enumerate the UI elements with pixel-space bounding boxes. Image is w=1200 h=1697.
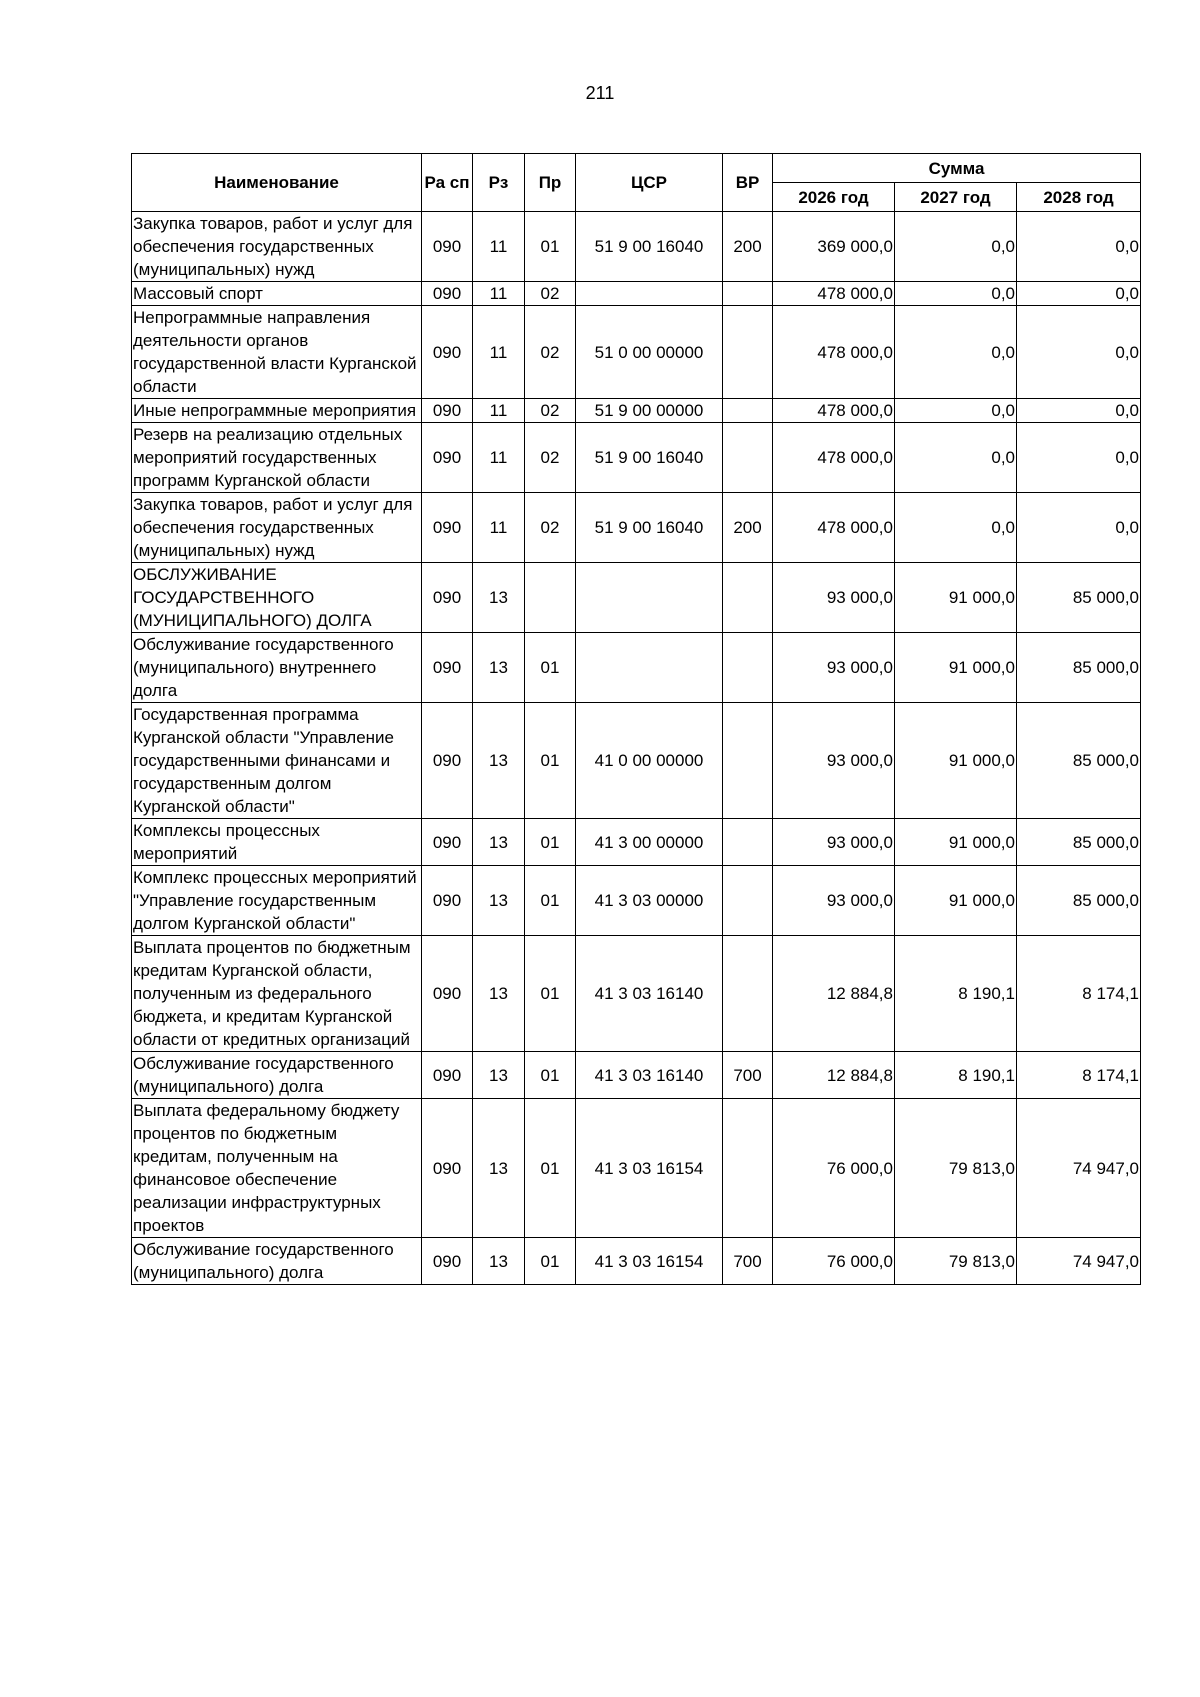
header-rasp: Ра сп [422, 154, 473, 212]
cell-rasp: 090 [422, 1052, 473, 1099]
table-row [132, 493, 1141, 563]
cell-2026: 12 884,8 [773, 1052, 895, 1099]
cell-csr: 51 9 00 16040 [576, 423, 723, 493]
cell-rz: 13 [473, 819, 525, 866]
cell-2027: 91 000,0 [895, 703, 1017, 819]
cell-rasp: 090 [422, 563, 473, 633]
cell-2026: 478 000,0 [773, 493, 895, 563]
cell-2028: 0,0 [1017, 306, 1141, 399]
table-body [132, 212, 1141, 1285]
cell-2028: 85 000,0 [1017, 819, 1141, 866]
cell-name: Выплата процентов по бюджетным кредитам Курганской области, полученным из федерального бюджета, и кредитам Курганской области от кредитных организаций [132, 936, 422, 1052]
cell-csr: 51 9 00 16040 [576, 493, 723, 563]
cell-vr: 200 [723, 493, 773, 563]
cell-pr: 02 [525, 493, 576, 563]
cell-2026: 93 000,0 [773, 633, 895, 703]
cell-2027: 0,0 [895, 493, 1017, 563]
cell-2027: 8 190,1 [895, 936, 1017, 1052]
cell-rz: 13 [473, 633, 525, 703]
cell-name: Комплексы процессных мероприятий [132, 819, 422, 866]
cell-name: Обслуживание государственного (муниципального) внутреннего долга [132, 633, 422, 703]
table-row [132, 866, 1141, 936]
cell-rz: 11 [473, 212, 525, 282]
table-row [132, 633, 1141, 703]
cell-csr: 41 3 03 16154 [576, 1238, 723, 1285]
cell-vr [723, 282, 773, 306]
cell-pr: 01 [525, 1099, 576, 1238]
cell-2026: 369 000,0 [773, 212, 895, 282]
cell-csr: 41 3 03 16140 [576, 936, 723, 1052]
cell-rasp: 090 [422, 212, 473, 282]
cell-vr [723, 633, 773, 703]
cell-2027: 0,0 [895, 399, 1017, 423]
table-row [132, 399, 1141, 423]
cell-pr [525, 563, 576, 633]
cell-2027: 91 000,0 [895, 563, 1017, 633]
cell-vr [723, 423, 773, 493]
cell-rz: 13 [473, 1052, 525, 1099]
cell-2028: 85 000,0 [1017, 703, 1141, 819]
cell-2027: 79 813,0 [895, 1099, 1017, 1238]
cell-2028: 85 000,0 [1017, 866, 1141, 936]
table-row [132, 1052, 1141, 1099]
table-header [132, 154, 1141, 212]
cell-name: Комплекс процессных мероприятий "Управление государственным долгом Курганской области" [132, 866, 422, 936]
cell-pr: 01 [525, 1238, 576, 1285]
table-row [132, 819, 1141, 866]
cell-2028: 0,0 [1017, 212, 1141, 282]
cell-vr: 200 [723, 212, 773, 282]
cell-rasp: 090 [422, 703, 473, 819]
header-pr: Пр [525, 154, 576, 212]
cell-csr: 41 3 03 00000 [576, 866, 723, 936]
cell-rasp: 090 [422, 399, 473, 423]
cell-name: Резерв на реализацию отдельных мероприятий государственных программ Курганской области [132, 423, 422, 493]
cell-rasp: 090 [422, 1238, 473, 1285]
cell-vr [723, 399, 773, 423]
cell-2028: 85 000,0 [1017, 563, 1141, 633]
cell-name: Государственная программа Курганской области "Управление государственными финансами и государственным долгом Курганской области" [132, 703, 422, 819]
cell-2028: 74 947,0 [1017, 1238, 1141, 1285]
cell-pr: 02 [525, 282, 576, 306]
cell-vr [723, 866, 773, 936]
cell-name: Обслуживание государственного (муниципального) долга [132, 1238, 422, 1285]
cell-vr [723, 563, 773, 633]
cell-name: Закупка товаров, работ и услуг для обеспечения государственных (муниципальных) нужд [132, 212, 422, 282]
cell-2028: 8 174,1 [1017, 936, 1141, 1052]
cell-csr: 41 3 00 00000 [576, 819, 723, 866]
cell-2026: 76 000,0 [773, 1238, 895, 1285]
cell-2028: 74 947,0 [1017, 1099, 1141, 1238]
cell-pr: 01 [525, 866, 576, 936]
header-year-2026: 2026 год [773, 183, 895, 212]
cell-2027: 91 000,0 [895, 866, 1017, 936]
cell-rz: 13 [473, 563, 525, 633]
cell-pr: 01 [525, 819, 576, 866]
cell-2026: 93 000,0 [773, 703, 895, 819]
cell-2028: 0,0 [1017, 423, 1141, 493]
cell-pr: 01 [525, 703, 576, 819]
cell-2028: 0,0 [1017, 399, 1141, 423]
cell-csr: 51 0 00 00000 [576, 306, 723, 399]
cell-rasp: 090 [422, 866, 473, 936]
header-summa: Сумма [773, 154, 1141, 183]
cell-rz: 13 [473, 1099, 525, 1238]
cell-name: Закупка товаров, работ и услуг для обеспечения государственных (муниципальных) нужд [132, 493, 422, 563]
budget-table [131, 153, 1141, 1285]
cell-2026: 76 000,0 [773, 1099, 895, 1238]
cell-vr [723, 306, 773, 399]
cell-2026: 93 000,0 [773, 819, 895, 866]
cell-2026: 12 884,8 [773, 936, 895, 1052]
cell-csr: 51 9 00 16040 [576, 212, 723, 282]
table-row [132, 563, 1141, 633]
page-number: 211 [585, 83, 615, 103]
cell-rz: 11 [473, 399, 525, 423]
cell-rasp: 090 [422, 493, 473, 563]
header-csr: ЦСР [576, 154, 723, 212]
cell-rz: 11 [473, 493, 525, 563]
table-row [132, 282, 1141, 306]
table-row [132, 306, 1141, 399]
cell-2028: 85 000,0 [1017, 633, 1141, 703]
cell-pr: 01 [525, 936, 576, 1052]
cell-csr [576, 633, 723, 703]
cell-rasp: 090 [422, 423, 473, 493]
cell-rz: 11 [473, 282, 525, 306]
cell-rasp: 090 [422, 819, 473, 866]
cell-2026: 93 000,0 [773, 866, 895, 936]
cell-csr: 51 9 00 00000 [576, 399, 723, 423]
cell-vr: 700 [723, 1052, 773, 1099]
header-vr: ВР [723, 154, 773, 212]
cell-rasp: 090 [422, 633, 473, 703]
cell-rasp: 090 [422, 936, 473, 1052]
cell-rz: 13 [473, 866, 525, 936]
cell-2028: 0,0 [1017, 282, 1141, 306]
header-rz: Рз [473, 154, 525, 212]
table-row [132, 703, 1141, 819]
cell-2027: 0,0 [895, 212, 1017, 282]
cell-csr [576, 563, 723, 633]
header-year-2027: 2027 год [895, 183, 1017, 212]
cell-2027: 0,0 [895, 282, 1017, 306]
cell-pr: 02 [525, 306, 576, 399]
cell-rasp: 090 [422, 1099, 473, 1238]
cell-2027: 91 000,0 [895, 819, 1017, 866]
cell-2026: 478 000,0 [773, 282, 895, 306]
table-row [132, 1238, 1141, 1285]
cell-name: Обслуживание государственного (муниципального) долга [132, 1052, 422, 1099]
cell-rasp: 090 [422, 306, 473, 399]
cell-2027: 0,0 [895, 306, 1017, 399]
cell-rz: 13 [473, 1238, 525, 1285]
cell-vr [723, 1099, 773, 1238]
cell-pr: 01 [525, 1052, 576, 1099]
cell-rz: 11 [473, 306, 525, 399]
header-name: Наименование [132, 154, 422, 212]
header-year-2028: 2028 год [1017, 183, 1141, 212]
cell-rz: 13 [473, 703, 525, 819]
cell-name: Иные непрограммные мероприятия [132, 399, 422, 423]
cell-name: ОБСЛУЖИВАНИЕ ГОСУДАРСТВЕННОГО (МУНИЦИПАЛЬНОГО) ДОЛГА [132, 563, 422, 633]
cell-csr: 41 3 03 16154 [576, 1099, 723, 1238]
cell-vr: 700 [723, 1238, 773, 1285]
cell-rz: 13 [473, 936, 525, 1052]
cell-rz: 11 [473, 423, 525, 493]
cell-2026: 478 000,0 [773, 306, 895, 399]
cell-2026: 93 000,0 [773, 563, 895, 633]
cell-csr: 41 0 00 00000 [576, 703, 723, 819]
table-row [132, 212, 1141, 282]
cell-2026: 478 000,0 [773, 399, 895, 423]
cell-pr: 01 [525, 212, 576, 282]
table-row [132, 423, 1141, 493]
cell-2026: 478 000,0 [773, 423, 895, 493]
cell-name: Массовый спорт [132, 282, 422, 306]
cell-vr [723, 703, 773, 819]
cell-2027: 91 000,0 [895, 633, 1017, 703]
cell-pr: 01 [525, 633, 576, 703]
table-row [132, 936, 1141, 1052]
cell-rasp: 090 [422, 282, 473, 306]
cell-2027: 0,0 [895, 423, 1017, 493]
cell-2027: 8 190,1 [895, 1052, 1017, 1099]
cell-name: Выплата федеральному бюджету процентов по бюджетным кредитам, полученным на финансовое обеспечение реализации инфраструктурных проектов [132, 1099, 422, 1238]
cell-pr: 02 [525, 399, 576, 423]
cell-vr [723, 936, 773, 1052]
cell-2028: 0,0 [1017, 493, 1141, 563]
cell-2027: 79 813,0 [895, 1238, 1017, 1285]
cell-vr [723, 819, 773, 866]
cell-name: Непрограммные направления деятельности органов государственной власти Курганской области [132, 306, 422, 399]
cell-csr [576, 282, 723, 306]
cell-csr: 41 3 03 16140 [576, 1052, 723, 1099]
cell-2028: 8 174,1 [1017, 1052, 1141, 1099]
table-row [132, 1099, 1141, 1238]
cell-pr: 02 [525, 423, 576, 493]
